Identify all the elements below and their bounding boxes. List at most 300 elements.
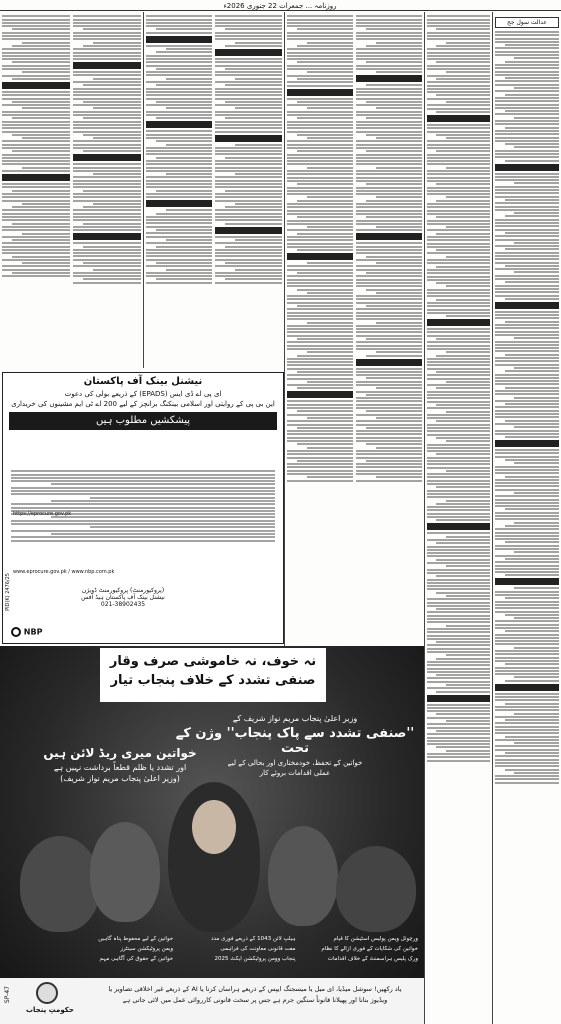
column-heading-bar (427, 115, 490, 122)
text-line (83, 134, 141, 136)
text-line (427, 239, 490, 241)
text-line (427, 374, 490, 376)
text-line (495, 410, 559, 412)
text-line (287, 341, 353, 343)
text-line (356, 384, 422, 386)
text-line (495, 532, 559, 534)
text-line (12, 239, 70, 241)
text-line (73, 25, 141, 27)
text-line (356, 420, 422, 422)
text-line (427, 262, 490, 264)
text-line (297, 117, 353, 119)
text-line (505, 298, 559, 300)
text-line (427, 394, 490, 396)
ad-vision-line: عملی اقدامات بروئے کار (259, 769, 331, 777)
text-line (495, 54, 559, 56)
text-line (495, 561, 559, 563)
top-rule (0, 10, 561, 11)
column-heading-bar (495, 684, 559, 691)
text-line (495, 716, 559, 718)
ad-warning-line: یاد رکھیں! سوشل میڈیا، ای میل یا میسجنگ ایپس کے ذریعے ہراساں کرنا یا AI کے ذریعے غیر اخلاقی تصاویر یا (108, 985, 402, 993)
text-line (2, 193, 70, 195)
text-line (356, 173, 422, 175)
text-line (495, 186, 559, 188)
text-line (287, 111, 353, 113)
text-line (427, 546, 490, 548)
text-line (427, 664, 490, 666)
nbp-subtitle: ای پی اے ڈی ایس (EPADS) کے ذریعے بولی کی دعوت (64, 390, 222, 398)
text-line (366, 377, 422, 379)
text-line (215, 275, 282, 277)
column-rule (424, 12, 425, 1024)
text-line (2, 140, 70, 142)
text-line (495, 706, 559, 708)
text-line (146, 259, 212, 261)
column-heading-bar (495, 440, 559, 447)
text-line (73, 275, 141, 277)
text-line (356, 466, 422, 468)
text-line (287, 144, 353, 146)
text-line (427, 25, 490, 27)
text-line (356, 407, 422, 409)
text-line (307, 167, 353, 169)
text-line (83, 278, 141, 280)
text-line (2, 121, 70, 123)
text-line (235, 239, 282, 241)
text-line (427, 549, 490, 551)
text-line (356, 19, 422, 21)
text-line (427, 48, 490, 50)
text-line (93, 42, 141, 44)
text-line (427, 661, 490, 663)
text-line (2, 19, 70, 21)
text-line (356, 213, 422, 215)
text-line (436, 608, 490, 610)
text-line (356, 55, 422, 57)
text-line (356, 265, 422, 267)
text-line (495, 350, 559, 352)
text-line (446, 654, 490, 656)
text-line (297, 45, 353, 47)
text-line (146, 236, 212, 238)
ad-warning (100, 984, 410, 1006)
text-line (427, 723, 490, 725)
text-line (166, 48, 212, 50)
column-heading-bar (427, 319, 490, 326)
text-line (427, 108, 490, 110)
text-line (427, 621, 490, 623)
text-line (376, 137, 422, 139)
column-heading-bar (495, 164, 559, 171)
text-line (356, 480, 422, 482)
text-line (446, 315, 490, 317)
text-line (356, 345, 422, 347)
text-line (495, 153, 559, 155)
text-line (446, 381, 490, 383)
text-line (495, 505, 559, 507)
text-line (514, 492, 559, 494)
text-line (505, 752, 559, 754)
text-line (495, 726, 559, 728)
text-line (376, 196, 422, 198)
text-line (427, 213, 490, 215)
text-line (215, 242, 282, 244)
text-line (376, 417, 422, 419)
text-line (495, 759, 559, 761)
ad-bullet-row (58, 946, 418, 952)
chief-minister-portrait (168, 782, 260, 932)
text-line (73, 74, 141, 76)
text-line (287, 308, 353, 310)
text-line (22, 42, 70, 44)
text-line (215, 265, 282, 267)
text-line (287, 35, 353, 37)
text-line (146, 147, 212, 149)
text-line (297, 216, 353, 218)
text-line (356, 177, 422, 179)
text-line (356, 331, 422, 333)
text-line (376, 292, 422, 294)
text-line (495, 565, 559, 567)
text-line (73, 252, 141, 254)
text-line (376, 167, 422, 169)
nbp-url-1[interactable]: https://eprocure.gov.pk (13, 511, 72, 517)
text-line (287, 364, 353, 366)
text-line (505, 215, 559, 217)
text-line (427, 295, 490, 297)
text-line (514, 397, 559, 399)
text-line (505, 508, 559, 510)
text-line (495, 104, 559, 106)
text-line (287, 331, 353, 333)
text-line (495, 295, 559, 297)
text-line (146, 71, 212, 73)
text-line (495, 456, 559, 458)
text-line (356, 210, 422, 212)
text-line (356, 249, 422, 251)
text-line (436, 355, 490, 357)
text-line (495, 637, 559, 639)
text-line (495, 80, 559, 82)
text-line (2, 196, 70, 198)
text-line (427, 598, 490, 600)
text-line (146, 104, 212, 106)
text-line (307, 476, 353, 478)
ad-vision-line: وزیر اعلیٰ پنجاب مریم نواز شریف کے (232, 714, 358, 723)
text-line (495, 430, 559, 432)
text-line (146, 22, 212, 24)
text-line (287, 177, 353, 179)
text-line (287, 121, 353, 123)
text-line (287, 404, 353, 406)
text-line (495, 604, 559, 606)
text-line (356, 124, 422, 126)
text-line (366, 289, 422, 291)
punjab-government-advertisement (0, 646, 424, 1024)
text-line (495, 643, 559, 645)
text-line (495, 380, 559, 382)
text-line (427, 572, 490, 574)
text-line (287, 236, 353, 238)
text-line (146, 163, 212, 165)
column-heading-bar (427, 523, 490, 530)
text-line (287, 140, 353, 142)
text-line (495, 314, 559, 316)
column-heading-bar (146, 200, 212, 207)
text-line (307, 196, 353, 198)
text-line (427, 644, 490, 646)
text-line (514, 772, 559, 774)
text-line (2, 163, 70, 165)
text-line (146, 55, 212, 57)
text-line (427, 638, 490, 640)
text-line (11, 530, 275, 532)
notice-column (495, 14, 559, 1022)
text-line (495, 173, 559, 175)
text-line (427, 335, 490, 337)
text-line (287, 15, 353, 17)
text-line (495, 518, 559, 520)
text-line (495, 383, 559, 385)
text-line (495, 97, 559, 99)
text-line (436, 674, 490, 676)
text-line (436, 233, 490, 235)
text-line (514, 271, 559, 273)
text-line (356, 463, 422, 465)
text-line (356, 335, 422, 337)
text-line (436, 542, 490, 544)
text-line (427, 681, 490, 683)
text-line (427, 677, 490, 679)
text-line (356, 269, 422, 271)
text-line (215, 38, 282, 40)
text-line (495, 262, 559, 264)
ad-bullet: پنجاب وومن پروٹیکشن ایکٹ 2025 (214, 956, 296, 962)
text-line (427, 444, 490, 446)
text-line (446, 256, 490, 258)
text-line (495, 650, 559, 652)
text-line (83, 190, 141, 192)
text-line (427, 496, 490, 498)
column-heading-bar (73, 154, 141, 161)
text-line (495, 84, 559, 86)
nbp-description: این بی پی کے روایتی اور اسلامی بینکنگ برانچز کے لیے 200 اے ٹی ایم مشینوں کی خریداری (11, 400, 275, 408)
text-line (215, 170, 282, 172)
ad-bullet-list (58, 932, 418, 966)
text-line (427, 707, 490, 709)
text-line (297, 460, 353, 462)
text-line (287, 453, 353, 455)
text-line (427, 447, 490, 449)
text-line (505, 525, 559, 527)
ad-code: SP-47 (4, 986, 11, 1004)
text-line (427, 206, 490, 208)
text-line (356, 325, 422, 327)
text-line (505, 387, 559, 389)
nbp-url-2[interactable]: www.eprocure.gov.pk / www.nbp.com.pk (13, 569, 115, 575)
text-line (215, 65, 282, 67)
text-line (495, 479, 559, 481)
text-line (73, 19, 141, 21)
text-line (505, 574, 559, 576)
text-line (446, 595, 490, 597)
text-line (307, 322, 353, 324)
text-line (22, 71, 70, 73)
text-line (495, 311, 559, 313)
text-line (376, 447, 422, 449)
text-line (11, 507, 275, 509)
text-line (2, 147, 70, 149)
text-line (495, 317, 559, 319)
text-line (427, 753, 490, 755)
text-line (356, 295, 422, 297)
text-line (215, 81, 282, 83)
text-line (215, 94, 282, 96)
text-line (287, 275, 353, 277)
text-line (495, 90, 559, 92)
text-line (297, 272, 353, 274)
text-line (73, 52, 141, 54)
text-line (376, 387, 422, 389)
text-line (436, 299, 490, 301)
text-line (287, 285, 353, 287)
text-line (146, 32, 212, 34)
text-line (73, 163, 141, 165)
text-line (73, 183, 141, 185)
text-line (146, 255, 212, 257)
text-line (235, 173, 282, 175)
column-heading-bar (73, 62, 141, 69)
masthead: روزنامہ ... جمعرات 22 جنوری 2026ء (223, 2, 337, 10)
text-line (2, 131, 70, 133)
text-line (287, 229, 353, 231)
column-heading-bar (427, 695, 490, 702)
text-line (427, 104, 490, 106)
text-line (215, 236, 282, 238)
ad-bullet: مفت قانونی معاونت کی فراہمی (220, 946, 296, 952)
text-line (427, 331, 490, 333)
text-line (436, 691, 490, 693)
text-line (495, 489, 559, 491)
text-line (495, 288, 559, 290)
text-line (436, 746, 490, 748)
text-line (146, 74, 212, 76)
text-line (436, 437, 490, 439)
text-line (2, 209, 70, 211)
column-heading-bar (287, 253, 353, 260)
text-line (366, 272, 422, 274)
text-line (2, 114, 70, 116)
text-line (2, 157, 70, 159)
text-line (287, 55, 353, 57)
text-line (495, 229, 559, 231)
text-line (436, 61, 490, 63)
text-line (495, 377, 559, 379)
text-line (287, 315, 353, 317)
text-line (287, 25, 353, 27)
text-line (22, 167, 70, 169)
column-rule (143, 12, 144, 368)
text-line (83, 246, 141, 248)
text-line (446, 196, 490, 198)
text-line (514, 117, 559, 119)
text-line (146, 272, 212, 274)
text-line (146, 196, 212, 198)
ad-vision-line: خواتین کے تحفظ، خودمختاری اور بحالی کے لیے (227, 759, 363, 767)
text-line (495, 449, 559, 451)
text-line (166, 209, 212, 211)
text-line (287, 265, 353, 267)
text-line (427, 417, 490, 419)
text-line (73, 131, 141, 133)
text-line (495, 739, 559, 741)
text-line (356, 206, 422, 208)
text-line (495, 364, 559, 366)
text-line (297, 78, 353, 80)
text-line (495, 47, 559, 49)
text-line (146, 98, 212, 100)
text-line (356, 203, 422, 205)
text-line (2, 127, 70, 129)
text-line (12, 101, 70, 103)
text-line (356, 430, 422, 432)
text-line (495, 601, 559, 603)
text-line (73, 193, 141, 195)
text-line (495, 433, 559, 435)
text-line (215, 150, 282, 152)
text-line (146, 114, 212, 116)
text-line (215, 282, 282, 284)
text-line (495, 100, 559, 102)
text-line (495, 469, 559, 471)
text-line (287, 368, 353, 370)
text-line (427, 651, 490, 653)
text-line (436, 559, 490, 561)
text-line (356, 348, 422, 350)
text-line (427, 309, 490, 311)
text-line (505, 199, 559, 201)
text-line (495, 413, 559, 415)
text-line (215, 61, 282, 63)
text-line (287, 213, 353, 215)
text-line (505, 370, 559, 372)
text-line (356, 131, 422, 133)
text-line (505, 127, 559, 129)
text-line (436, 78, 490, 80)
text-line (2, 219, 70, 221)
text-line (287, 58, 353, 60)
text-line (427, 631, 490, 633)
text-line (366, 305, 422, 307)
text-line (427, 430, 490, 432)
text-line (427, 52, 490, 54)
text-line (427, 727, 490, 729)
text-line (427, 602, 490, 604)
text-line (427, 85, 490, 87)
text-line (2, 213, 70, 215)
text-line (235, 78, 282, 80)
text-line (495, 192, 559, 194)
text-line (307, 292, 353, 294)
text-line (287, 147, 353, 149)
ad-bullet-row (58, 936, 418, 942)
text-line (495, 611, 559, 613)
ad-bullet: خواتین کی شکایات کے فوری ازالے کا نظام (321, 946, 418, 952)
text-line (287, 374, 353, 376)
text-line (146, 61, 212, 63)
text-line (505, 143, 559, 145)
text-line (427, 463, 490, 465)
